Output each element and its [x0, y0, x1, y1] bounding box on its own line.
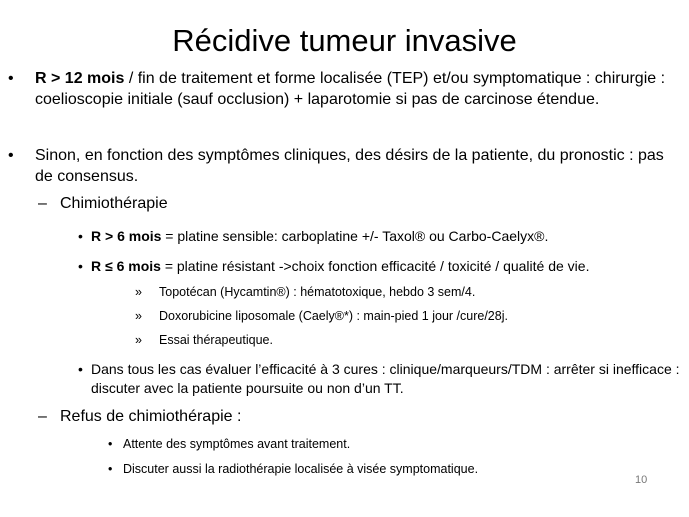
section-chemotherapy	[38, 194, 168, 214]
arrow-marker: »	[135, 333, 142, 347]
bullet-marker: •	[8, 70, 14, 87]
slide-title: Récidive tumeur invasive	[172, 23, 517, 58]
bullet-text	[91, 227, 681, 246]
arrow-marker: »	[135, 285, 142, 299]
section-refusal	[38, 407, 241, 427]
bullet-marker: •	[108, 437, 113, 451]
bullet-text: Dans tous les cas évaluer l’efficacité à 3 cures : clinique/marqueurs/TDM : arrêter si inefficace : discuter avec la patiente poursuite ou non d’un TT.	[91, 361, 680, 396]
bullet-recurrence-12-months	[8, 69, 685, 110]
bullet-body: / fin de traitement et forme localisée (TEP) et/ou symptomatique : chirurgie : coelioscopie initiale (sauf occlusion) + laparotomie si pas de carcinose étendue.	[35, 70, 666, 108]
bold-criterion: R ≤ 6 mois	[91, 258, 161, 274]
bold-criterion: R > 6 mois	[91, 228, 162, 244]
bullet-marker: •	[108, 462, 113, 476]
bullet-body: = platine résistant ->choix fonction efficacité / toxicité / qualité de vie.	[160, 258, 590, 274]
bullet-text: Sinon, en fonction des symptômes cliniques, des désirs de la patiente, du pronostic : pas de consensus.	[35, 147, 664, 185]
sub-item-trial	[135, 332, 273, 348]
dash-marker: –	[38, 408, 47, 425]
bullet-marker: •	[8, 147, 14, 164]
bullet-platinum-resistant	[78, 257, 681, 276]
sub-item-text: Topotécan (Hycamtin®) : hématotoxique, hebdo 3 sem/4.	[159, 285, 476, 299]
bullet-otherwise	[8, 146, 685, 187]
bullet-text: Attente des symptômes avant traitement.	[123, 437, 351, 451]
arrow-marker: »	[135, 309, 142, 323]
bullet-text	[91, 257, 681, 276]
sub-item-topotecan	[135, 284, 475, 300]
bullet-marker: •	[78, 228, 83, 244]
bullet-evaluate-efficacy	[78, 360, 681, 397]
sub-item-text: Doxorubicine liposomale (Caely®*) : main-pied 1 jour /cure/28j.	[159, 309, 508, 323]
section-heading: Chimiothérapie	[60, 195, 168, 212]
section-heading: Refus de chimiothérapie :	[60, 408, 242, 425]
bullet-radiotherapy	[108, 461, 478, 477]
bullet-await-symptoms	[108, 436, 350, 452]
bullet-marker: •	[78, 361, 83, 377]
bullet-platinum-sensitive	[78, 227, 681, 246]
bold-criterion: R > 12 mois	[35, 70, 125, 87]
bullet-marker: •	[78, 258, 83, 274]
sub-item-doxorubicin	[135, 308, 508, 324]
bullet-body: = platine sensible: carboplatine +/- Taxol® ou Carbo-Caelyx®.	[161, 228, 549, 244]
bullet-text	[35, 69, 685, 110]
sub-item-text: Essai thérapeutique.	[159, 333, 273, 347]
page-number: 10	[635, 474, 648, 486]
dash-marker: –	[38, 195, 47, 212]
bullet-text: Discuter aussi la radiothérapie localisée à visée symptomatique.	[123, 462, 479, 476]
